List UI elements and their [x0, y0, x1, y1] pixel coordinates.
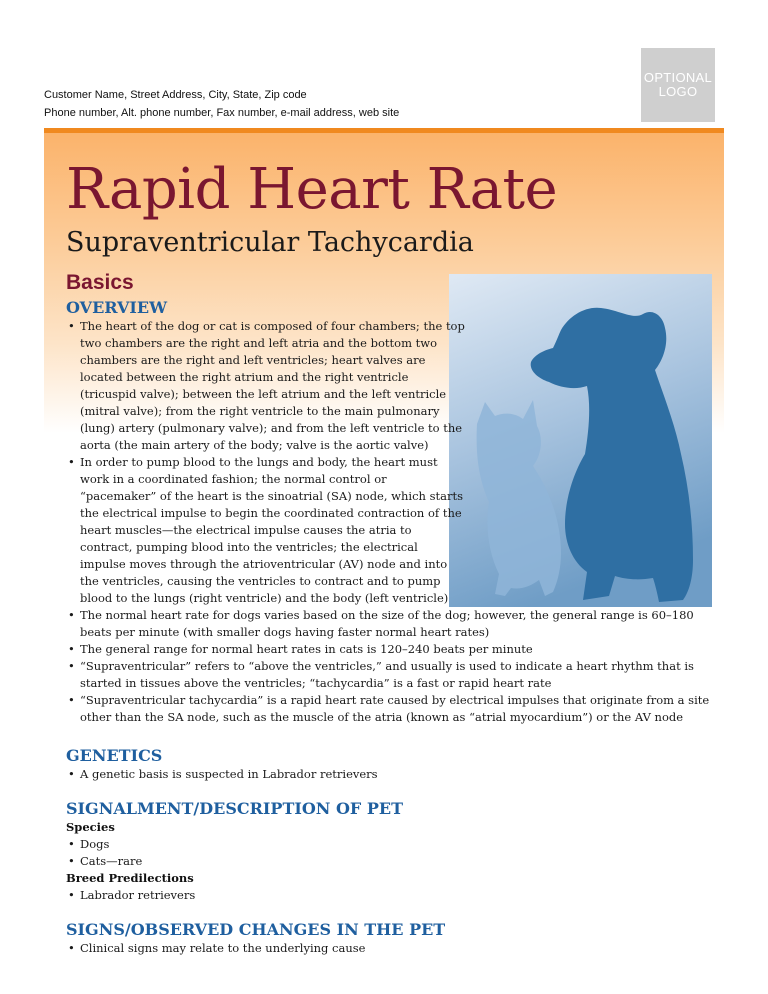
page-title: Rapid Heart Rate [66, 157, 558, 222]
customer-contact-line: Phone number, Alt. phone number, Fax number, e-mail address, web site [44, 107, 400, 119]
species-item-cats: • Cats—rare [66, 853, 726, 870]
optional-logo-placeholder [641, 48, 715, 122]
customer-header [44, 86, 399, 122]
basics-label: Basics [66, 271, 134, 294]
page-subtitle: Supraventricular Tachycardia [66, 227, 474, 258]
signs-heading: SIGNS/OBSERVED CHANGES IN THE PET [66, 920, 446, 939]
species-label: Species [66, 820, 115, 834]
overview-bullet-6: • “Supraventricular tachycardia” is a rapid heart rate caused by electrical impulses that originate from a site other than the SA node, such as the muscle of the atria (known as “atrial myocardium”) or the AV node [66, 692, 726, 726]
logo-text-line1: OPTIONAL [643, 70, 713, 85]
logo-text-line2: LOGO [658, 84, 698, 99]
overview-bullet-3: • The normal heart rate for dogs varies based on the size of the dog; however, the general range is 60–180 beats per minute (with smaller dogs having faster normal heart rates) [66, 607, 726, 641]
breed-item-labrador: • Labrador retrievers [66, 887, 726, 904]
signalment-heading: SIGNALMENT/DESCRIPTION OF PET [66, 799, 403, 818]
overview-bullet-2: • In order to pump blood to the lungs and body, the heart must work in a coordinated fashion; the normal control or “pacemaker” of the heart is the sinoatrial (SA) node, which starts the electrical impulse to begin the coordinated contraction of the heart muscles—the electrical impulse causes the atria to contract, pumping blood into the ventricles; the electrical impulse moves through the atrioventricular (AV) node and into the ventricles, causing the ventricles to contract and to pump blood to the lungs (right ventricle) and the body (left ventricle) [66, 454, 465, 607]
main-content [66, 298, 726, 957]
signs-bullet-1: • Clinical signs may relate to the underlying cause [66, 940, 726, 957]
genetics-heading: GENETICS [66, 746, 163, 765]
breed-predilections-label: Breed Predilections [66, 871, 194, 885]
customer-address-line: Customer Name, Street Address, City, State, Zip code [44, 89, 307, 101]
genetics-list [66, 766, 726, 783]
species-list [66, 836, 726, 870]
overview-bullet-1: • The heart of the dog or cat is composed of four chambers; the top two chambers are the right and left atria and the bottom two chambers are the right and left ventricles; heart valves are located between the right atrium and the right ventricle (tricuspid valve); between the left atrium and the left ventricle (mitral valve); from the right ventricle to the main pulmonary (lung) artery (pulmonary valve); and from the left ventricle to the aorta (the main artery of the body; valve is the aortic valve) [66, 318, 465, 454]
overview-bullet-4: • The general range for normal heart rates in cats is 120–240 beats per minute [66, 641, 726, 658]
genetics-bullet-1: • A genetic basis is suspected in Labrador retrievers [66, 766, 726, 783]
species-item-dogs: • Dogs [66, 836, 726, 853]
overview-heading: OVERVIEW [66, 298, 168, 317]
signs-list [66, 940, 726, 957]
overview-bullet-5: • “Supraventricular” refers to “above the ventricles,” and usually is used to indicate a heart rhythm that is started in tissues above the ventricles; “tachycardia” is a fast or rapid heart rate [66, 658, 726, 692]
breed-list [66, 887, 726, 904]
overview-list [66, 318, 726, 726]
